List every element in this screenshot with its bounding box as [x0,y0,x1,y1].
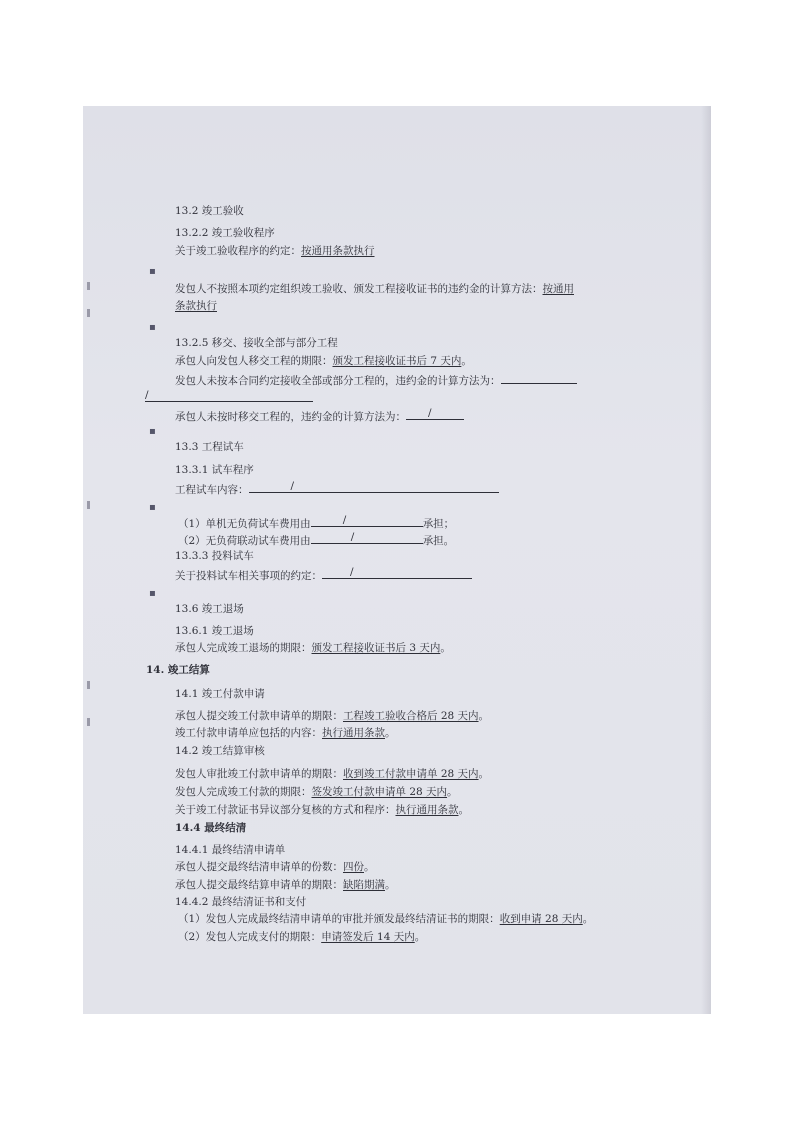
field-label: 发包人审批竣工付款申请单的期限： [175,768,343,780]
dispute-review-line: 关于竣工付款证书异议部分复核的方式和程序：执行通用条款。 [175,804,469,816]
final-payment-deadline-line: （2）发包人完成支付的期限：申请签发后 14 天内。 [178,931,426,943]
binding-mark [87,501,90,509]
site-exit-deadline-line: 承包人完成竣工退场的期限：颁发工程接收证书后 3 天内。 [175,642,451,654]
field-label: 承包人提交最终结清申请单的份数： [175,861,343,873]
field-value: 申请签发后 14 天内 [321,931,415,943]
acceptance-penalty-line [175,282,574,296]
field-value: 签发竣工付款申请单 28 天内 [311,786,448,798]
field-label: 关于竣工付款证书异议部分复核的方式和程序： [175,804,396,816]
section-13-2-heading: 13.2 竣工验收 [175,205,244,217]
section-14-4-heading: 14.4 最终结清 [175,822,247,834]
field-label: （2）无负荷联动试车费用由 [178,535,311,547]
bullet-mark: ▪ [149,266,156,277]
blank-field [501,372,577,384]
field-value: 执行通用条款 [395,804,459,816]
trial-content-line [175,481,499,497]
binding-mark [87,309,90,317]
section-14-heading: 14. 竣工结算 [146,664,210,676]
bullet-mark: ▪ [149,322,156,333]
bullet-mark: ▪ [149,588,156,599]
no-load-single-trial-line: （1）单机无负荷试车费用由 / 承担； [178,514,455,530]
field-label: 承包人提交最终结算申请单的期限： [175,879,343,891]
receipt-penalty-line-cont [145,390,313,406]
field-label: 发包人未按本合同约定接收全部或部分工程的，违约金的计算方法为： [175,375,501,387]
field-label: 关于竣工验收程序的约定： [175,245,301,257]
section-14-4-2-heading: 14.4.2 最终结清证书和支付 [175,896,307,908]
field-value: 颁发工程接收证书后 7 天内 [332,355,462,367]
feed-trial-line [175,567,472,583]
field-value: 工程竣工验收合格后 28 天内 [343,710,479,722]
binding-mark [87,282,90,290]
payment-application-content-line: 竣工付款申请单应包括的内容：执行通用条款。 [175,727,396,739]
field-label: （1）单机无负荷试车费用由 [178,518,311,530]
final-application-deadline-line: 承包人提交最终结算申请单的期限：缺陷期满。 [175,879,396,891]
receipt-penalty-line [175,372,577,388]
field-label: 工程试车内容： [175,484,249,496]
bullet-mark: ▪ [149,502,156,513]
field-label: 竣工付款申请单应包括的内容： [175,727,322,739]
blank-field: / [311,532,423,544]
field-value: 四份 [343,861,364,873]
field-label: 承包人完成竣工退场的期限： [175,642,312,654]
final-certificate-deadline-line: （1）发包人完成最终结清申请单的审批并颁发最终结清证书的期限：收到申请 28 天内。 [178,913,594,925]
field-value: 条款执行 [175,300,217,312]
field-value: 缺陷期满 [343,879,385,891]
section-13-2-5-heading: 13.2.5 移交、接收全部与部分工程 [175,337,338,349]
payment-completion-deadline-line: 发包人完成竣工付款的期限：签发竣工付款申请单 28 天内。 [175,786,458,798]
scanned-page [83,106,711,1014]
section-13-3-3-heading: 13.3.3 投料试车 [175,550,254,562]
field-label: （2）发包人完成支付的期限： [178,931,322,943]
field-label: 承包人向发包人移交工程的期限： [175,355,333,367]
blank-field: / [322,567,472,579]
field-label: 承包人未按时移交工程的，违约金的计算方法为： [175,411,406,423]
field-label: 关于投料试车相关事项的约定： [175,570,322,582]
section-13-3-1-heading: 13.3.1 试车程序 [175,464,254,476]
late-handover-penalty-line [175,408,464,424]
blank-field: / [406,408,464,420]
blank-field: / [311,515,423,527]
final-application-copies-line: 承包人提交最终结清申请单的份数：四份。 [175,861,375,873]
field-value: 执行通用条款 [322,727,385,739]
handover-deadline-line: 承包人向发包人移交工程的期限：颁发工程接收证书后 7 天内。 [175,355,472,367]
field-label: （1）发包人完成最终结清申请单的审批并颁发最终结清证书的期限： [178,913,500,925]
bullet-mark: ▪ [149,426,156,437]
section-13-6-heading: 13.6 竣工退场 [175,603,244,615]
field-value: 收到申请 28 天内 [499,913,583,925]
field-label: 发包人不按照本项约定组织竣工验收、颁发工程接收证书的违约金的计算方法： [175,283,543,295]
field-value: 按通用 [542,283,574,295]
acceptance-penalty-line-cont [175,299,217,313]
section-14-1-heading: 14.1 竣工付款申请 [175,688,265,700]
section-13-2-2-heading: 13.2.2 竣工验收程序 [175,227,275,239]
section-13-6-1-heading: 13.6.1 竣工退场 [175,625,254,637]
field-value: 收到竣工付款申请单 28 天内 [343,768,479,780]
section-13-3-heading: 13.3 工程试车 [175,441,244,453]
approval-deadline-line: 发包人审批竣工付款申请单的期限：收到竣工付款申请单 28 天内。 [175,768,490,780]
binding-mark [87,681,90,689]
field-label: 承包人提交竣工付款申请单的期限： [175,710,343,722]
field-value: 颁发工程接收证书后 3 天内 [311,642,441,654]
blank-field: / [145,390,313,402]
payment-application-deadline-line: 承包人提交竣工付款申请单的期限：工程竣工验收合格后 28 天内。 [175,710,490,722]
binding-mark [87,718,90,726]
section-14-2-heading: 14.2 竣工结算审核 [175,745,265,757]
no-load-linked-trial-line: （2）无负荷联动试车费用由 / 承担。 [178,531,455,547]
acceptance-procedure-line [175,244,375,258]
blank-field: / [249,481,499,493]
field-value: 按通用条款执行 [301,245,375,257]
section-14-4-1-heading: 14.4.1 最终结清申请单 [175,844,286,856]
field-label: 发包人完成竣工付款的期限： [175,786,312,798]
